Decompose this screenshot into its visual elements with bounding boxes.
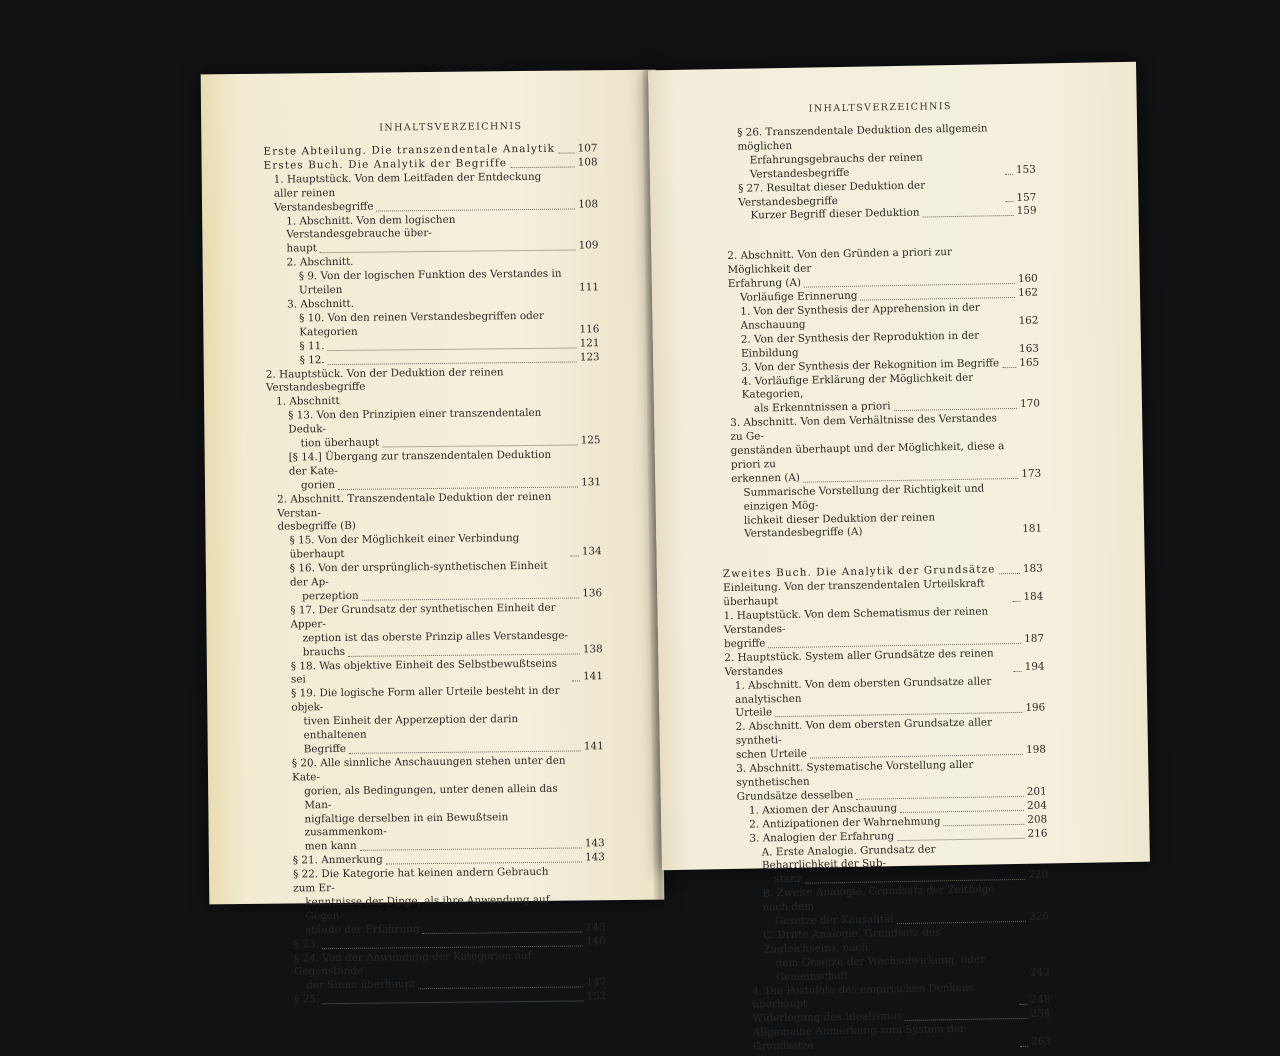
- toc-page-number: 220: [1028, 869, 1048, 883]
- toc-page-number: 216: [1027, 827, 1047, 841]
- toc-entry-title: 3. Abschnitt. Von dem Verhältnisse des Verstandes zu Ge-: [730, 412, 1006, 445]
- toc-entry-title: zeption ist das oberste Prinzip alles Verstandesge-: [303, 629, 569, 646]
- toc-leader-dots: [897, 837, 1024, 840]
- toc-entry-title: § 11.: [299, 340, 324, 354]
- toc-page-number: 201: [1027, 785, 1047, 799]
- toc-entry-title: § 16. Von der ursprünglich-synthetischen Einheit der Ap-: [290, 560, 568, 591]
- toc-entry-title: § 24. Von der Anwendung der Kategorien auf Gegenstände: [294, 949, 572, 980]
- toc-entry: [268, 559, 602, 590]
- toc-page-number: 109: [578, 240, 598, 254]
- toc-entry-title: 2. Abschnitt. Von den Gründen a priori zur Möglichkeit der: [727, 245, 1003, 278]
- toc-leader-dots: [900, 810, 1024, 813]
- toc-leader-dots: [856, 796, 1024, 800]
- toc-entry-title: tion überhaupt: [300, 437, 379, 452]
- toc-entry-title: 3. Abschnitt.: [287, 298, 354, 313]
- toc-entry-title: § 27. Resultat dieser Deduktion der Verstandesbegriffe: [738, 178, 1002, 210]
- toc-entry-title: Widerlegung des Idealismus: [753, 1010, 903, 1027]
- toc-entry: [728, 841, 1048, 874]
- toc-entry-title: 1. Hauptstück. Von dem Leitfaden der Entdeckung aller reinen: [274, 170, 564, 201]
- toc-entry-title: § 12.: [300, 354, 325, 368]
- toc-page-number: 159: [1016, 205, 1036, 219]
- toc-entry-title: 2. Von der Synthesis der Reproduktion in der Einbildung: [741, 329, 1005, 361]
- toc-entry-title: 2. Abschnitt. Von dem obersten Grundsatze aller syntheti-: [735, 716, 1011, 749]
- toc-page-number: 136: [582, 587, 602, 601]
- toc-leader-dots: [558, 152, 574, 153]
- toc-page-number: 226: [1029, 910, 1049, 924]
- toc-page-number: 194: [1024, 660, 1044, 674]
- toc-leader-dots: [382, 444, 577, 447]
- toc-entry-title: kenntnisse der Dinge, als ihre Anwendung auf Gegen-: [305, 894, 571, 925]
- toc-entry-title: Summarische Vorstellung der Richtigkeit und einzigen Mög-: [743, 482, 1007, 514]
- toc-leader-dots: [357, 265, 576, 267]
- toc-leader-dots: [1019, 1004, 1027, 1005]
- toc-entry: [271, 865, 605, 896]
- toc-entry: [264, 170, 598, 201]
- toc-entry-title: Gesetze der Kausalität: [775, 913, 895, 929]
- toc-entry-title: 1. Axiomen der Anschauung: [749, 802, 897, 818]
- toc-entry-title: 3. Abschnitt. Systematische Vorstellung aller synthetischen: [736, 758, 1012, 791]
- toc-entry-title: 3. Von der Synthesis der Rekognition im Begriffe: [741, 357, 999, 375]
- toc-entry: [723, 605, 1043, 638]
- toc-page-number: 263: [1031, 1036, 1051, 1050]
- toc-entry-title: gorien: [301, 479, 335, 493]
- toc-entry-title: Erste Abteilung. Die transzendentale Analytik: [263, 143, 555, 160]
- toc-page-number: 152: [586, 990, 606, 1004]
- toc-leader-dots: [1002, 366, 1016, 367]
- toc-page-number: 145: [586, 921, 606, 935]
- toc-entry-title: § 21. Anmerkung: [293, 854, 383, 869]
- toc-leader-dots: [572, 681, 580, 682]
- toc-entry-title: 2. Abschnitt.: [287, 256, 354, 271]
- toc-entry-title: perzeption: [302, 590, 359, 604]
- toc-entry-title: § 20. Alle sinnliche Anschauungen stehen unter den Kate-: [292, 754, 570, 785]
- toc-entry: [725, 674, 1045, 707]
- toc-leader-dots: [359, 529, 579, 531]
- toc-entry: [270, 754, 604, 785]
- toc-page-number: 141: [584, 740, 604, 754]
- toc-entry-title: § 23.: [294, 938, 319, 952]
- toc-page-number: 153: [1016, 163, 1036, 177]
- toc-leader-dots: [328, 347, 577, 351]
- toc-leader-dots: [998, 573, 1019, 574]
- toc-page-number: 183: [1023, 563, 1043, 577]
- toc-entry-title: als Erkenntnissen a priori: [754, 400, 891, 416]
- toc-leader-dots: [320, 250, 576, 254]
- toc-entry-title: 1. Abschnitt. Von dem obersten Grundsatze aller analytischen: [735, 675, 1011, 708]
- toc-page-number: 181: [1022, 523, 1042, 537]
- toc-entry-title: Vorläufige Erinnerung: [740, 290, 858, 306]
- toc-entry-title: Verstandesbegriffe: [274, 200, 374, 215]
- toc-entry-title: brauchs: [303, 646, 346, 660]
- toc-entry: [270, 782, 604, 813]
- toc-leader-dots: [360, 848, 582, 851]
- right-toc: [715, 122, 1051, 1056]
- toc-leader-dots: [386, 862, 582, 865]
- toc-entry: [725, 716, 1045, 749]
- toc-page-number: 131: [581, 476, 601, 490]
- toc-leader-dots: [861, 297, 1016, 301]
- toc-entry: [730, 980, 1050, 1013]
- toc-entry: [271, 893, 605, 924]
- toc-entry-title: erkennen (A): [731, 472, 800, 487]
- toc-entry-title: § 10. Von den reinen Verstandesbegriffen oder Kategorien: [299, 309, 565, 340]
- toc-page-number: 125: [580, 434, 600, 448]
- toc-entry-title: Einleitung. Von der transzendentalen Urteilskraft überhaupt: [723, 577, 1009, 610]
- toc-entry-title: Zweites Buch. Die Analytik der Grundsätze: [723, 564, 996, 583]
- right-page: [648, 62, 1150, 870]
- toc-entry-title: dem Gesetze der Wechselwirkung, oder Gemeinschaft: [776, 953, 1016, 985]
- toc-entry-title: Urteile: [735, 707, 772, 722]
- toc-entry: [728, 883, 1048, 916]
- toc-entry-title: 3. Analogien der Erfahrung: [749, 830, 894, 846]
- toc-leader-dots: [328, 361, 577, 365]
- toc-entry-title: men kann: [305, 840, 357, 854]
- toc-leader-dots: [944, 823, 1025, 825]
- toc-entry-title: B. Zweite Analogie. Grundsatz der Zeitfolge nach dem: [762, 883, 1014, 915]
- toc-page-number: 204: [1027, 799, 1047, 813]
- toc-entry-title: Erfahrung (A): [728, 277, 801, 292]
- toc-entry-title: Begriffe: [304, 743, 346, 757]
- toc-leader-dots: [343, 404, 577, 406]
- toc-entry: [267, 490, 601, 521]
- toc-leader-dots: [322, 1001, 583, 1005]
- toc-entry-title: § 22. Die Kategorie hat keinen andern Gebrauch zum Er-: [293, 866, 571, 897]
- toc-entry-title: genständen überhaupt und der Möglichkeit, diese a priori zu: [731, 440, 1007, 473]
- toc-page-number: 157: [1016, 191, 1036, 205]
- toc-entry: [726, 758, 1046, 791]
- toc-page-number: 162: [1018, 314, 1038, 328]
- toc-entry: [265, 267, 599, 298]
- toc-entry-title: § 19. Die logische Form aller Urteile besteht in der objek-: [291, 685, 569, 716]
- toc-leader-dots: [894, 408, 1017, 411]
- toc-entry-title: Erstes Buch. Die Analytik der Begriffe: [264, 157, 508, 173]
- toc-entry: [731, 1022, 1051, 1055]
- toc-entry-title: § 15. Von der Möglichkeit einer Verbindung überhaupt: [289, 532, 567, 563]
- toc-entry: [269, 657, 603, 688]
- toc-leader-dots: [418, 987, 583, 990]
- toc-entry-title: Erfahrungsgebrauchs der reinen Verstandesbegriffe: [750, 150, 1002, 182]
- toc-page-number: 184: [1023, 591, 1043, 605]
- toc-entry: [269, 685, 603, 716]
- right-running-head: INHALTSVERZEICHNIS: [809, 101, 952, 114]
- toc-leader-dots: [423, 931, 583, 934]
- toc-entry-title: 2. Antizipationen der Wahrnehmung: [749, 815, 940, 832]
- toc-leader-dots: [348, 653, 580, 656]
- toc-entry-title: haupt: [286, 243, 317, 257]
- toc-entry: [267, 532, 601, 563]
- toc-page-number: 134: [582, 546, 602, 560]
- toc-entry-title: tiven Einheit der Apperzeption der darin enthaltenen: [303, 713, 569, 744]
- toc-leader-dots: [571, 556, 579, 557]
- toc-entry-title: 1. Hauptstück. Von dem Schematismus der reinen Verstandes-: [723, 605, 1009, 638]
- toc-entry-title: § 18. Was objektive Einheit des Selbstbewußtseins sei: [291, 657, 569, 688]
- toc-page-number: 208: [1027, 813, 1047, 827]
- toc-page-number: 198: [1026, 744, 1046, 758]
- toc-leader-dots: [1005, 201, 1013, 202]
- toc-entry-title: desbegriffe (B): [277, 520, 356, 535]
- toc-entry-title: Allgemeine Anmerkung zum System der Grundsätze: [753, 1022, 1017, 1054]
- toc-leader-dots: [1020, 1046, 1028, 1047]
- left-running-head: INHALTSVERZEICHNIS: [379, 121, 522, 133]
- toc-entry: [717, 245, 1037, 278]
- toc-page-number: 147: [586, 977, 606, 991]
- toc-entry-title: § 9. Von der logischen Funktion des Verstandes in Urteilen: [299, 268, 565, 299]
- toc-entry-title: nigfaltige derselben in ein Bewußtsein zusammenkom-: [304, 810, 570, 841]
- toc-leader-dots: [1005, 174, 1013, 175]
- toc-entry: [266, 406, 600, 437]
- toc-page-number: 121: [579, 337, 599, 351]
- left-toc: [263, 142, 606, 1008]
- toc-entry: [722, 509, 1042, 542]
- toc-entry: [716, 177, 1036, 210]
- toc-entry: [264, 212, 598, 243]
- toc-leader-dots: [362, 597, 579, 600]
- toc-page-number: 108: [578, 198, 598, 212]
- toc-leader-dots: [510, 166, 574, 168]
- toc-page-number: 248: [1030, 994, 1050, 1008]
- toc-entry: [719, 370, 1039, 403]
- toc-entry-title: Grundsätze desselben: [737, 789, 854, 805]
- toc-entry-title: stände der Erfahrung: [306, 923, 420, 938]
- toc-entry-title: A. Erste Analogie. Grundsatz der Beharrlichkeit der Sub-: [762, 842, 1014, 874]
- toc-leader-dots: [1014, 671, 1022, 672]
- toc-entry-title: § 13. Von den Prinzipien einer transzendentalen Deduk-: [288, 407, 566, 438]
- toc-entry-title: 1. Abschnitt. Von dem logischen Verstandesgebrauche über-: [286, 212, 564, 243]
- toc-entry-title: 2. Hauptstück. Von der Deduktion der reinen Verstandesbegriffe: [266, 365, 566, 396]
- toc-leader-dots: [338, 486, 578, 490]
- toc-page-number: 146: [586, 935, 606, 949]
- toc-page-number: 138: [583, 643, 603, 657]
- toc-page-number: 173: [1021, 467, 1041, 481]
- toc-entry-title: 1. Abschnitt: [276, 395, 340, 410]
- toc-page-number: 162: [1018, 287, 1038, 301]
- toc-page-number: 170: [1020, 398, 1040, 412]
- toc-entry-title: § 26. Transzendentale Deduktion des allgemein möglichen: [737, 122, 1001, 154]
- toc-entry-title: C. Dritte Analogie. Grundsatz des Zugleichseins, nach: [763, 925, 1015, 957]
- toc-entry: [269, 712, 603, 743]
- toc-entry-title: 2. Abschnitt. Transzendentale Deduktion der reinen Verstan-: [277, 490, 567, 521]
- toc-leader-dots: [349, 750, 581, 753]
- toc-page-number: 187: [1024, 632, 1044, 646]
- toc-entry-title: § 17. Der Grundsatz der synthetischen Einheit der Apper-: [290, 601, 568, 632]
- toc-entry: [266, 365, 600, 396]
- toc-entry: [268, 601, 602, 632]
- toc-entry-title: begriffe: [724, 637, 766, 652]
- toc-entry-title: der Sinne überhaupt: [306, 979, 415, 994]
- toc-entry-title: Kurzer Begriff dieser Deduktion: [751, 207, 920, 224]
- toc-entry-title: [§ 14.] Übergang zur transzendentalen Deduktion der Kate-: [289, 449, 567, 480]
- toc-page-number: 141: [583, 671, 603, 685]
- toc-page-number: 111: [579, 281, 599, 295]
- toc-entry-title: § 25.: [294, 993, 319, 1007]
- toc-leader-dots: [923, 215, 1014, 218]
- toc-page-number: 107: [577, 142, 597, 156]
- toc-leader-dots: [1012, 601, 1020, 602]
- toc-leader-dots: [322, 945, 583, 949]
- toc-entry: [721, 440, 1041, 473]
- toc-entry-title: stanz: [774, 873, 802, 887]
- toc-entry: [267, 448, 601, 479]
- toc-entry-title: schen Urteile: [736, 748, 807, 763]
- toc-page-number: 165: [1019, 356, 1039, 370]
- toc-leader-dots: [377, 208, 576, 211]
- toc-page-number: 143: [585, 838, 605, 852]
- toc-entry-title: 4. Die Postulate des empirischen Denkens überhaupt: [752, 981, 1016, 1013]
- toc-entry-title: gorien, als Bedingungen, unter denen allein das Man-: [304, 782, 570, 813]
- toc-page-number: 108: [578, 156, 598, 170]
- toc-entry: [270, 810, 604, 841]
- toc-page-number: 116: [579, 323, 599, 337]
- toc-page-number: 242: [1030, 966, 1050, 980]
- toc-page-number: 196: [1025, 702, 1045, 716]
- toc-entry-title: 1. Von der Synthesis der Apprehension in der Anschauung: [740, 301, 1004, 333]
- toc-entry-title: lichkeit dieser Deduktion der reinen Verstandesbegriffe (A): [744, 510, 1008, 542]
- left-page: [201, 70, 665, 905]
- toc-page-number: 143: [585, 851, 605, 865]
- toc-leader-dots: [357, 306, 576, 308]
- toc-entry: [265, 309, 599, 340]
- toc-entry-title: 4. Vorläufige Erklärung der Möglichkeit der Kategorien,: [741, 371, 1005, 403]
- toc-leader-dots: [905, 1018, 1028, 1021]
- toc-page-number: 163: [1019, 342, 1039, 356]
- toc-page-number: 123: [580, 351, 600, 365]
- toc-entry-title: 2. Hauptstück. System aller Grundsätze des reinen Verstandes: [724, 647, 1010, 680]
- toc-page-number: 254: [1030, 1008, 1050, 1022]
- toc-leader-dots: [897, 921, 1026, 924]
- toc-entry: [272, 949, 606, 980]
- toc-page-number: 160: [1018, 273, 1038, 287]
